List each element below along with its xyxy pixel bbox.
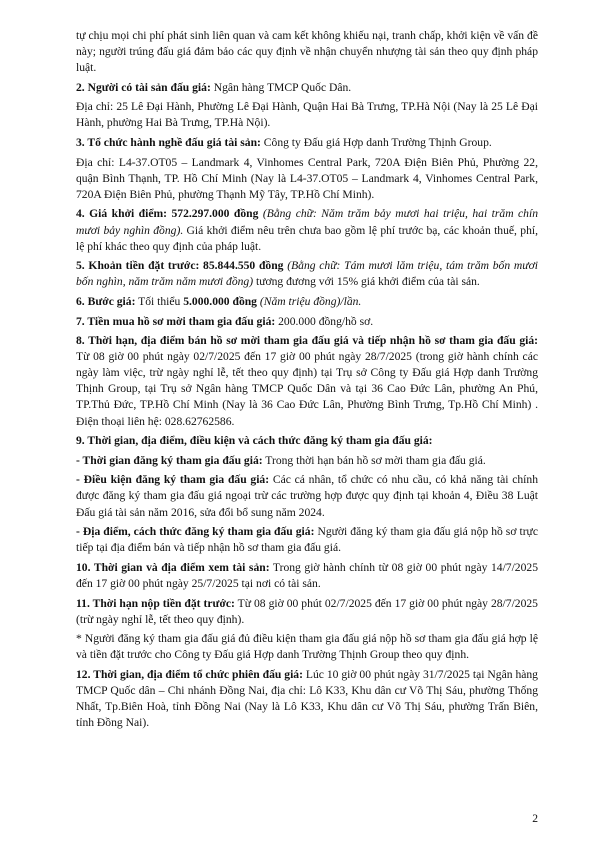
section-9-time — [76, 453, 538, 469]
section-2-address-text: Địa chỉ: 25 Lê Đại Hành, Phường Lê Đại Hành, Quận Hai Bà Trưng, TP.Hà Nội (Nay là 25 Lê Đại Hành, phường Hai Bà Trưng, TP.Hà Nội). — [76, 100, 538, 130]
section-9-c-text: Người đăng ký tham gia đấu giá nộp hồ sơ trực tiếp tại địa điểm bán và tiếp nhận hồ sơ tham gia đấu giá. — [76, 525, 538, 555]
section-12-text: Lúc 10 giờ 00 phút ngày 31/7/2025 tại Ngân hàng TMCP Quốc dân – Chi nhánh Đồng Nai, địa chỉ: Lô K33, Khu dân cư Võ Thị Sáu, phường Thống Nhất, Tp.Biên Hoà, tỉnh Đồng Nai (Nay là Lô K33, Khu dân cư Võ Thị Sáu, phường Trấn Biên, tỉnh Đồng Nai). — [76, 667, 538, 730]
section-5-words: (Bằng chữ: Tám mươi lăm triệu, tám trăm bốn mươi bốn nghìn, năm trăm năm mươi đồng) — [76, 259, 538, 289]
section-9-method — [76, 524, 538, 556]
section-9-conditions — [76, 472, 538, 520]
section-10-text: Trong giờ hành chính từ 08 giờ 00 phút ngày 14/7/2025 đến 17 giờ 00 phút ngày 25/7/2025 tại nơi có tài sản. — [76, 560, 538, 590]
section-9-a-label: - Thời gian đăng ký tham gia đấu giá: — [76, 453, 263, 467]
section-9-c-label: - Địa điểm, cách thức đăng ký tham gia đấu giá: — [76, 525, 315, 539]
section-10-viewing — [76, 560, 538, 592]
section-9-registration — [76, 433, 538, 449]
section-12-label: 12. Thời gian, địa điểm tổ chức phiên đấu giá: — [76, 667, 303, 681]
section-7-label: 7. Tiền mua hồ sơ mời tham gia đấu giá: — [76, 314, 276, 328]
section-6-amount: 5.000.000 đồng — [183, 294, 257, 308]
section-6-bid-step — [76, 294, 538, 310]
section-6-text: Tối thiểu — [135, 294, 184, 308]
section-11-deposit-deadline — [76, 596, 538, 628]
section-10-label: 10. Thời gian và địa điểm xem tài sản: — [76, 560, 270, 574]
section-3-text: Công ty Đấu giá Hợp danh Trường Thịnh Group. — [260, 136, 492, 150]
section-6-label: 6. Bước giá: — [76, 294, 136, 308]
section-7-dossier-fee — [76, 314, 538, 330]
section-4-label: 4. Giá khởi điểm: 572.297.000 đồng — [76, 207, 259, 221]
section-8-label: 8. Thời hạn, địa điểm bán hồ sơ mời tham gia đấu giá và tiếp nhận hồ sơ tham gia đấu giá: — [76, 334, 538, 348]
section-3-address-text: Địa chỉ: L4-37.OT05 – Landmark 4, Vinhomes Central Park, 720A Điện Biên Phủ, Phường 22, quận Bình Thạnh, TP. Hồ Chí Minh (Nay là L4-37.OT05 – Landmark 4, Vinhomes Central Park, 720A Điện Biên Phủ, phường Thạnh Mỹ Tây, TP.Hồ Chí Minh). — [76, 155, 538, 201]
section-3-organization — [76, 135, 538, 151]
section-3-label: 3. Tổ chức hành nghề đấu giá tài sản: — [76, 136, 261, 150]
section-2-address — [76, 99, 538, 131]
section-4-starting-price — [76, 206, 538, 254]
section-6-words: (Năm triệu đồng)/lần. — [256, 294, 362, 308]
section-5-label: 5. Khoản tiền đặt trước: 85.844.550 đồng — [76, 259, 284, 273]
section-8-text: Từ 08 giờ 00 phút ngày 02/7/2025 đến 17 giờ 00 phút ngày 28/7/2025 (trong giờ hành chính các ngày làm việc, trừ ngày nghỉ lễ, tết theo quy định) tại Trụ sở Công ty Đấu giá Hợp danh Trường Thịnh Group, tại Trụ sở Ngân hàng TMCP Quốc Dân và tại 36 Cao Đức Lân, phường An Phú, TP.Thủ Đức, TP.Hồ Chí Minh (Nay là 36 Cao Đức Lân, Phường Bình Trưng, Tp.Hồ Chí Minh) . Điện thoại liên hệ: 028.62762586. — [76, 350, 538, 428]
section-9-label: 9. Thời gian, địa điểm, điều kiện và cách thức đăng ký tham gia đấu giá: — [76, 434, 433, 448]
section-2-label: 2. Người có tài sản đấu giá: — [76, 80, 211, 94]
section-3-address — [76, 155, 538, 203]
section-2-text: Ngân hàng TMCP Quốc Dân. — [210, 80, 352, 94]
page-number: 2 — [532, 812, 538, 825]
section-9-b-text: Các cá nhân, tổ chức có nhu cầu, có khả năng tài chính được đăng ký tham gia đấu giá ngoại trừ các trường hợp được quy định tại khoản 4, Điều 38 Luật Đấu giá tài sản năm 2016, sửa đổi bổ sung năm 2024. — [76, 473, 538, 519]
section-11-text: Từ 08 giờ 00 phút 02/7/2025 đến 17 giờ 00 phút ngày 28/7/2025 (trừ ngày nghỉ lễ, tết theo quy định). — [76, 596, 538, 626]
continuation-text: tự chịu mọi chi phí phát sinh liên quan và cam kết không khiếu nại, tranh chấp, khởi kiện về vấn đề này; người trúng đấu giá đảm bảo các quy định về nhận chuyển nhượng tài sản theo quy định pháp luật. — [76, 29, 538, 75]
section-9-b-label: - Điều kiện đăng ký tham gia đấu giá: — [76, 473, 270, 487]
section-11-label: 11. Thời hạn nộp tiền đặt trước: — [76, 596, 235, 610]
section-11-note-text: * Người đăng ký tham gia đấu giá đủ điều kiện tham gia đấu giá nộp hồ sơ tham gia đấu giá hợp lệ và tiền đặt trước cho Công ty Đấu giá Hợp danh Trường Thịnh Group theo quy định. — [76, 632, 538, 662]
section-11-note — [76, 631, 538, 663]
section-5-text: tương đương với 15% giá khởi điểm của tài sản. — [253, 275, 480, 289]
section-9-a-text: Trong thời hạn bán hồ sơ mời tham gia đấu giá. — [262, 453, 486, 467]
section-7-text: 200.000 đồng/hồ sơ. — [275, 314, 374, 328]
section-4-words: (Bằng chữ: Năm trăm bảy mươi hai triệu, hai trăm chín mươi bảy nghìn đồng). — [76, 207, 538, 237]
paragraph-continuation — [76, 28, 538, 76]
section-8-dossier-sale — [76, 333, 538, 430]
section-4-text: Giá khởi điểm nêu trên chưa bao gồm lệ phí trước bạ, các khoản thuế, phí, lệ phí khác theo quy định của pháp luật. — [76, 223, 538, 253]
section-12-auction-session — [76, 667, 538, 731]
section-5-deposit — [76, 258, 538, 290]
section-2-owner — [76, 80, 538, 96]
